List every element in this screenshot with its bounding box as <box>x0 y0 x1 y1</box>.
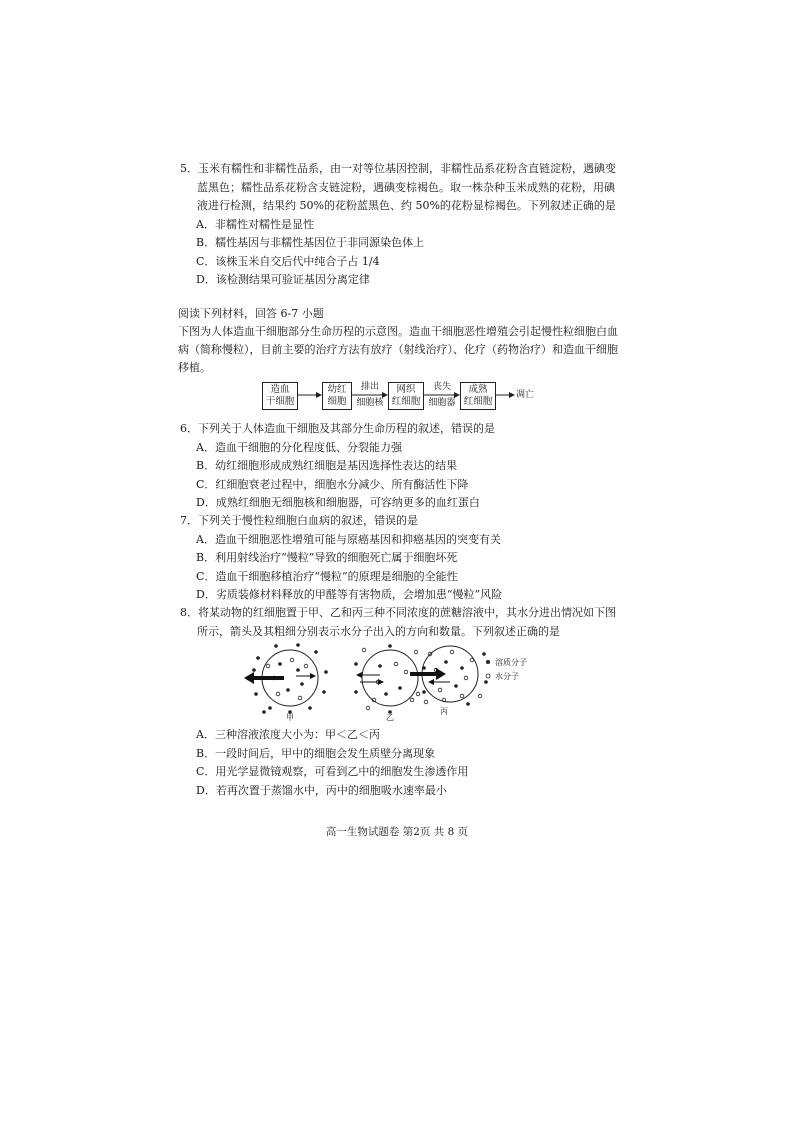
question-5 <box>180 160 620 290</box>
question-text: 将某动物的红细胞置于甲、乙和丙三种不同浓度的蔗糖溶液中，其水分进出情况如下图所示，箭头及其粗细分别表示水分子出入的方向和数量。下列叙述正确的是 <box>197 606 616 638</box>
arrow-2-top-label: 排出 <box>360 382 379 392</box>
flow-arrows <box>262 380 552 414</box>
question-5-stem <box>180 160 620 216</box>
option-b: B．糯性基因与非糯性基因位于非同源染色体上 <box>196 236 425 249</box>
question-text: 玉米有糯性和非糯性品系，由一对等位基因控制，非糯性品系花粉含直链淀粉，遇碘变蓝黑色；糯性品系花粉含支链淀粉，遇碘变棕褐色。取一株杂种玉米成熟的花粉，用碘液进行检测，结果约 50%的花粉蓝黑色、约 50%的花粉显棕褐色。下列叙述正确的是 <box>197 162 616 212</box>
legend-solute-label: 溶质分子 <box>495 658 527 667</box>
question-number: 5． <box>180 162 198 175</box>
box-text: 幼红 <box>327 384 347 395</box>
cell-jia <box>244 643 328 714</box>
option-b: B．幼红细胞形成成熟红细胞是基因选择性表达的结果 <box>196 459 458 472</box>
cell-bing <box>410 646 488 706</box>
question-6 <box>180 420 620 513</box>
question-number: 6． <box>180 422 198 435</box>
option-a: A．造血干细胞的分化程度低、分裂能力强 <box>196 440 402 454</box>
box-text: 造血 <box>270 384 290 395</box>
osmosis-figure <box>240 642 550 724</box>
box-text: 成熟 <box>468 384 488 395</box>
reading-body: 下图为人体造血干细胞部分生命历程的示意图。造血干细胞恶性增殖会引起慢性粒细胞白血病（简称慢粒），目前主要的治疗方法有放疗（射线治疗）、化疗（药物治疗）和造血干细胞移植。 <box>178 325 618 374</box>
box-text: 红细胞 <box>463 396 493 407</box>
page-footer: 高一生物试题卷 第2页 共 8 页 <box>325 826 469 838</box>
flow-end-label: 凋亡 <box>516 390 535 400</box>
option-c: C．造血干细胞移植治疗“慢粒”的原理是细胞的全能性 <box>196 569 458 583</box>
reading-title: 阅读下列材料，回答 6-7 小题 <box>178 307 324 320</box>
question-7-stem <box>180 512 620 531</box>
flowchart <box>262 380 552 414</box>
option-c: C．红细胞衰老过程中，细胞水分减少、所有酶活性下降 <box>196 477 469 491</box>
cell-yi <box>354 644 426 714</box>
question-7 <box>180 512 620 605</box>
option-b: B．一段时间后，甲中的细胞会发生质壁分离现象 <box>196 746 436 760</box>
box-text: 网织 <box>396 384 416 395</box>
box-text: 红细胞 <box>391 396 421 407</box>
question-6-stem <box>180 420 620 439</box>
question-text: 下列关于慢性粒细胞白血病的叙述，错误的是 <box>198 514 418 527</box>
reading-material <box>178 305 623 377</box>
option-c: C．用光学显微镜观察，可看到乙中的细胞发生渗透作用 <box>196 765 469 778</box>
arrow-3-top-label: 丧失 <box>432 382 451 392</box>
question-number: 7． <box>180 514 198 527</box>
label-yi: 乙 <box>386 713 394 722</box>
question-number: 8． <box>180 606 198 619</box>
option-a: A．非糯性对糯性是显性 <box>196 217 314 231</box>
option-d: D．劣质装修材料释放的甲醛等有害物质，会增加患“慢粒”风险 <box>196 588 503 601</box>
label-bing: 丙 <box>440 707 448 716</box>
arrow-2-bottom-label: 细胞核 <box>356 398 384 408</box>
option-a: A．三种溶液浓度大小为：甲＜乙＜丙 <box>196 728 380 741</box>
legend-water-label: 水分子 <box>495 672 519 681</box>
question-8 <box>180 604 620 641</box>
box-text: 干细胞 <box>265 396 295 407</box>
legend-solute-marker <box>486 660 490 664</box>
question-text: 下列关于人体造血干细胞及其部分生命历程的叙述，错误的是 <box>198 422 495 435</box>
option-d: D．该检测结果可验证基因分离定律 <box>196 273 370 286</box>
option-d: D．成熟红细胞无细胞核和细胞器，可容纳更多的血红蛋白 <box>196 496 480 509</box>
box-text: 细胞 <box>327 396 347 407</box>
legend-water-marker <box>486 674 490 678</box>
option-d: D．若再次置于蒸馏水中，丙中的细胞吸水速率最小 <box>196 783 447 797</box>
question-8-stem <box>180 604 620 641</box>
arrow-3-bottom-label: 细胞器 <box>428 398 456 408</box>
option-b: B．利用射线治疗“慢粒”导致的细胞死亡属于细胞坏死 <box>196 551 458 564</box>
question-8-options <box>180 726 620 800</box>
label-jia: 甲 <box>286 713 294 722</box>
option-a: A．造血干细胞恶性增殖可能与原癌基因和抑癌基因的突变有关 <box>196 532 501 546</box>
option-c: C．该株玉米自交后代中纯合子占 1/4 <box>196 254 380 268</box>
